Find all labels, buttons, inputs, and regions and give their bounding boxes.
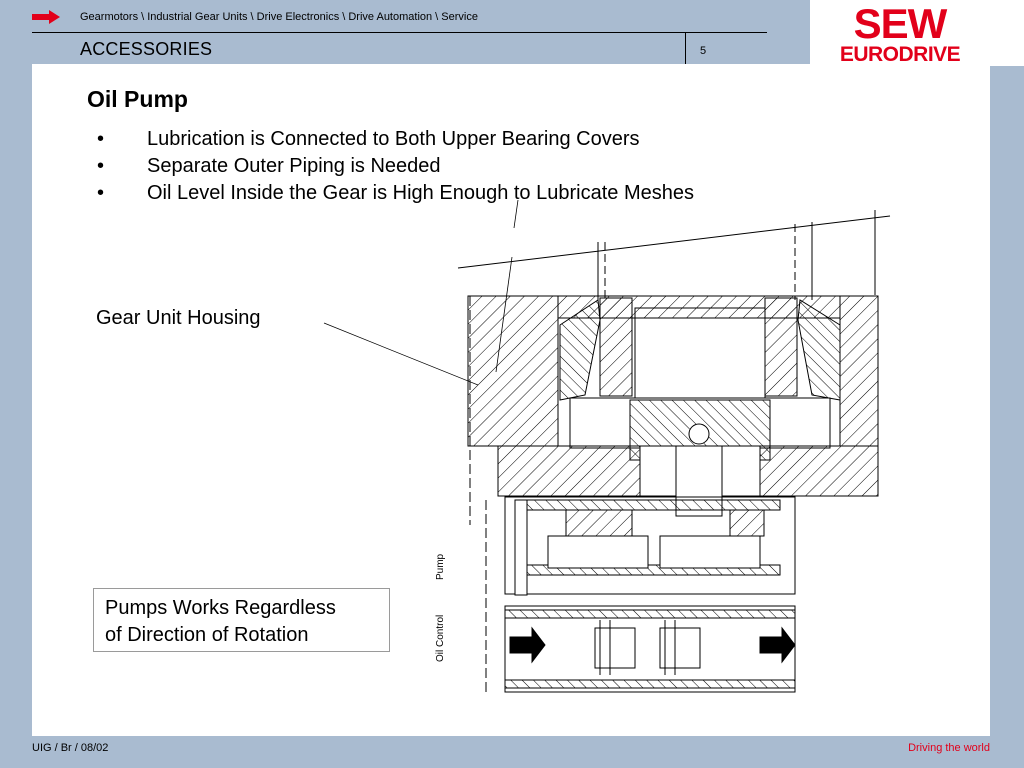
callout-line: of Direction of Rotation bbox=[105, 624, 309, 646]
header-divider bbox=[685, 32, 686, 64]
slide-title: Oil Pump bbox=[87, 86, 188, 112]
pump-label: Pump bbox=[435, 553, 446, 580]
footer-slogan: Driving the world bbox=[908, 742, 990, 754]
footer-reference: UIG / Br / 08/02 bbox=[32, 742, 109, 754]
rotation-callout bbox=[93, 588, 390, 652]
logo-panel bbox=[810, 0, 1024, 66]
arrow-right-icon bbox=[32, 10, 60, 24]
slide-content bbox=[32, 64, 990, 736]
svg-text:SEW: SEW bbox=[853, 2, 947, 47]
page-number: 5 bbox=[700, 45, 707, 57]
callout-line: Pumps Works Regardless bbox=[105, 597, 336, 619]
housing-label: Gear Unit Housing bbox=[96, 307, 261, 329]
bullet-marker: • bbox=[97, 182, 105, 204]
header-bar bbox=[0, 0, 810, 64]
breadcrumb: Gearmotors \ Industrial Gear Units \ Drive Electronics \ Drive Automation \ Service bbox=[80, 11, 478, 23]
bullet-text: Separate Outer Piping is Needed bbox=[147, 155, 441, 177]
bullet-marker: • bbox=[97, 128, 105, 150]
sew-eurodrive-logo bbox=[830, 2, 970, 64]
header-rule bbox=[32, 32, 767, 33]
oil-control-label: Oil Control bbox=[435, 614, 446, 662]
svg-text:EURODRIVE: EURODRIVE bbox=[839, 43, 961, 64]
bullet-text: Lubrication is Connected to Both Upper Bearing Covers bbox=[147, 128, 640, 150]
bullet-text: Oil Level Inside the Gear is High Enough to Lubricate Meshes bbox=[147, 182, 694, 204]
bullet-marker: • bbox=[97, 155, 105, 177]
section-title: ACCESSORIES bbox=[80, 39, 213, 59]
